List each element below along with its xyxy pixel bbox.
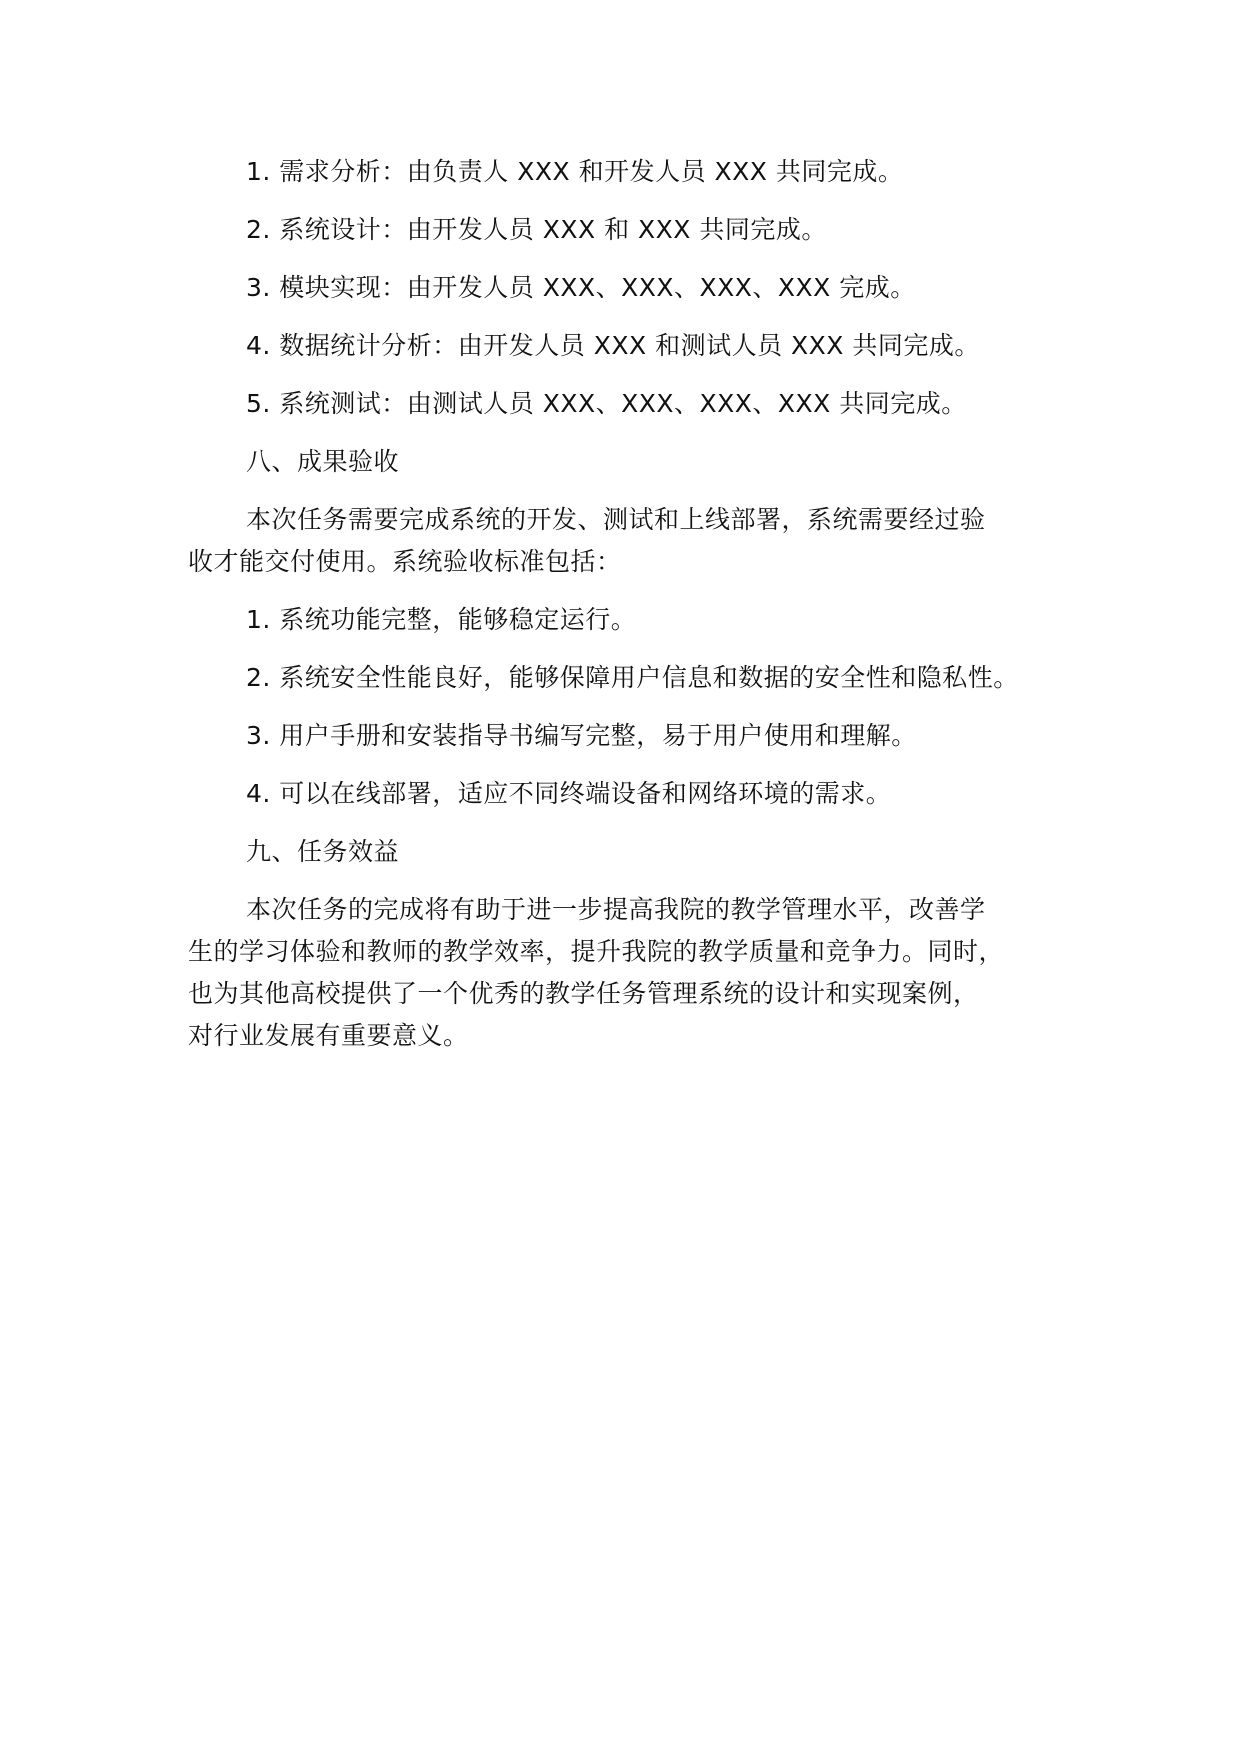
- section-9-paragraph-line-1: 本次任务的完成将有助于进一步提高我院的教学管理水平，改善学: [246, 895, 986, 924]
- section-8-paragraph-line-2: 收才能交付使用。系统验收标准包括：: [188, 547, 622, 576]
- criteria-item-3: 3. 用户手册和安装指导书编写完整，易于用户使用和理解。: [246, 721, 917, 750]
- task-item-1: 1. 需求分析：由负责人 XXX 和开发人员 XXX 共同完成。: [246, 157, 904, 186]
- section-8-paragraph-line-1: 本次任务需要完成系统的开发、测试和上线部署，系统需要经过验: [246, 505, 986, 534]
- criteria-item-4: 4. 可以在线部署，适应不同终端设备和网络环境的需求。: [246, 779, 892, 808]
- criteria-item-1: 1. 系统功能完整，能够稳定运行。: [246, 605, 637, 634]
- task-item-4: 4. 数据统计分析：由开发人员 XXX 和测试人员 XXX 共同完成。: [246, 331, 980, 360]
- section-9-heading: 九、任务效益: [246, 837, 400, 866]
- task-item-3: 3. 模块实现：由开发人员 XXX、XXX、XXX、XXX 完成。: [246, 273, 916, 302]
- criteria-item-2: 2. 系统安全性能良好，能够保障用户信息和数据的安全性和隐私性。: [246, 663, 1019, 692]
- section-9-paragraph-line-4: 对行业发展有重要意义。: [188, 1021, 469, 1050]
- section-9-paragraph-line-2: 生的学习体验和教师的教学效率，提升我院的教学质量和竞争力。同时，: [188, 937, 1005, 966]
- task-item-5: 5. 系统测试：由测试人员 XXX、XXX、XXX、XXX 共同完成。: [246, 389, 967, 418]
- section-9-paragraph-line-3: 也为其他高校提供了一个优秀的教学任务管理系统的设计和实现案例，: [188, 979, 979, 1008]
- section-8-heading: 八、成果验收: [246, 447, 400, 476]
- task-item-2: 2. 系统设计：由开发人员 XXX 和 XXX 共同完成。: [246, 215, 827, 244]
